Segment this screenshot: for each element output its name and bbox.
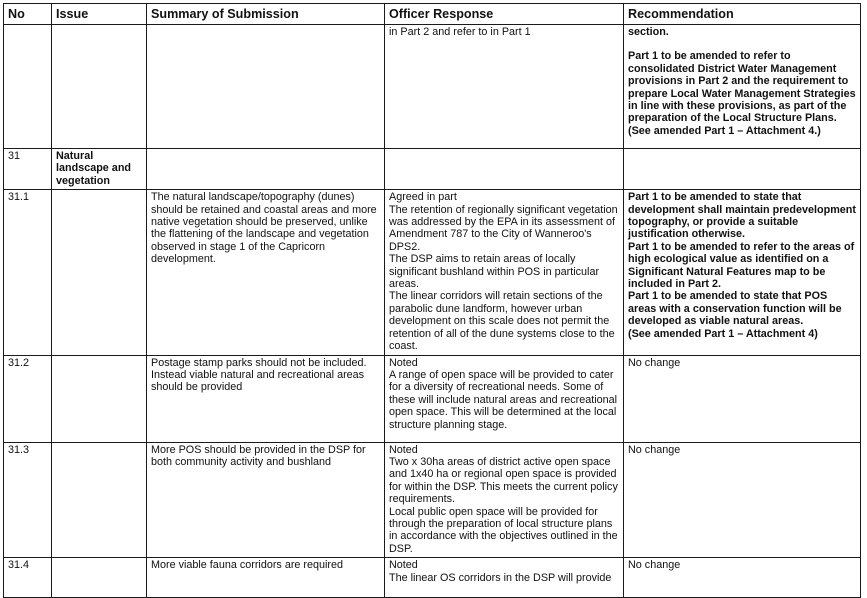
header-row — [4, 4, 861, 25]
response-text: Agreed in part — [389, 191, 457, 204]
cell-no: 31.2 — [4, 355, 52, 442]
response-text: The retention of regionally significant vegetation was addressed by the EPA in its assessment of Amendment 787 to the City of Wanneroo's DPS2. — [389, 203, 618, 253]
recommendation-text: section. — [628, 26, 669, 38]
cell-issue — [52, 190, 147, 355]
document-page — [3, 3, 860, 584]
cell-response — [385, 25, 624, 149]
table-row — [4, 190, 861, 355]
response-text: The DSP aims to retain areas of locally significant bushland within POS in particular areas. — [389, 253, 600, 291]
cell-issue — [52, 25, 147, 149]
cell-summary: More POS should be provided in the DSP for both community activity and bushland — [147, 442, 385, 558]
cell-no: 31.4 — [4, 558, 52, 598]
cell-summary: More viable fauna corridors are required — [147, 558, 385, 598]
cell-issue: Natural landscape and vegetation — [52, 149, 147, 190]
response-text: Two x 30ha areas of district active open space and 1x40 ha or regional open space is provided for within the DSP. This meets the current policy requirements. — [389, 455, 618, 506]
response-text: Noted — [389, 443, 418, 456]
response-text: The linear corridors will retain sections of the parabolic dune landform, however urban development on this scale does not permit the retention of all of the dune systems close to the coast. — [389, 290, 615, 353]
recommendation-text: Part 1 to be amended to refer to the areas of high ecological value as identified on a Significant Natural Features map to be included in Part 2. — [628, 240, 855, 291]
recommendation-text: (See amended Part 1 – Attachment 4) — [628, 327, 818, 340]
cell-response — [385, 355, 624, 442]
cell-recommendation: No change — [624, 558, 861, 598]
cell-recommendation — [624, 190, 861, 355]
header-no: No — [4, 4, 52, 25]
response-text: in Part 2 and refer to in Part 1 — [389, 26, 531, 38]
submissions-table — [3, 3, 861, 598]
cell-no: 31 — [4, 149, 52, 190]
table-row — [4, 149, 861, 190]
recommendation-text: Part 1 to be amended to state that POS areas with a conservation function will be developed as viable natural areas. — [628, 290, 842, 328]
cell-response — [385, 442, 624, 558]
cell-response — [385, 190, 624, 355]
header-issue: Issue — [52, 4, 147, 25]
table-row — [4, 558, 861, 598]
recommendation-text: Part 1 to be amended to state that development shall maintain predevelopment topography, or provide a suitable justification otherwise. — [628, 191, 856, 241]
header-recommendation: Recommendation — [624, 4, 861, 25]
cell-summary: The natural landscape/topography (dunes) should be retained and coastal areas and more native vegetation should be preserved, unlike the flattening of the landscape and vegetation observed in stage 1 of the Capricorn development. — [147, 190, 385, 355]
cell-no — [4, 25, 52, 149]
cell-issue — [52, 355, 147, 442]
cell-response — [385, 558, 624, 598]
cell-no: 31.1 — [4, 190, 52, 355]
cell-recommendation — [624, 25, 861, 149]
cell-recommendation: No change — [624, 442, 861, 558]
recommendation-text: Part 1 to be amended to refer to consolidated District Water Management provisions in Part 2 and the requirement to prepare Local Water Management Strategies in line with these provisions, as part of the preparation of the Local Structure Plans. — [628, 50, 856, 125]
table-row — [4, 442, 861, 558]
table-row — [4, 355, 861, 442]
cell-no: 31.3 — [4, 442, 52, 558]
cell-summary — [147, 25, 385, 149]
header-officer-response: Officer Response — [385, 4, 624, 25]
table-row — [4, 25, 861, 149]
cell-response — [385, 149, 624, 190]
cell-recommendation: No change — [624, 355, 861, 442]
response-text: Local public open space will be provided for through the preparation of local structure plans in accordance with the objectives outlined in the DSP. — [389, 505, 618, 555]
response-text: Noted — [389, 356, 418, 369]
cell-issue — [52, 558, 147, 598]
recommendation-text: (See amended Part 1 – Attachment 4.) — [628, 124, 821, 137]
response-text: Noted — [389, 559, 418, 572]
cell-summary: Postage stamp parks should not be included. Instead viable natural and recreational areas should be provided — [147, 355, 385, 442]
response-text: The linear OS corridors in the DSP will provide — [389, 571, 612, 584]
cell-issue — [52, 442, 147, 558]
cell-recommendation — [624, 149, 861, 190]
header-summary: Summary of Submission — [147, 4, 385, 25]
response-text: A range of open space will be provided to cater for a diversity of recreational needs. Some of these will include natural areas and recreational open space. This will be determined at the local structure planning stage. — [389, 368, 618, 431]
cell-summary — [147, 149, 385, 190]
